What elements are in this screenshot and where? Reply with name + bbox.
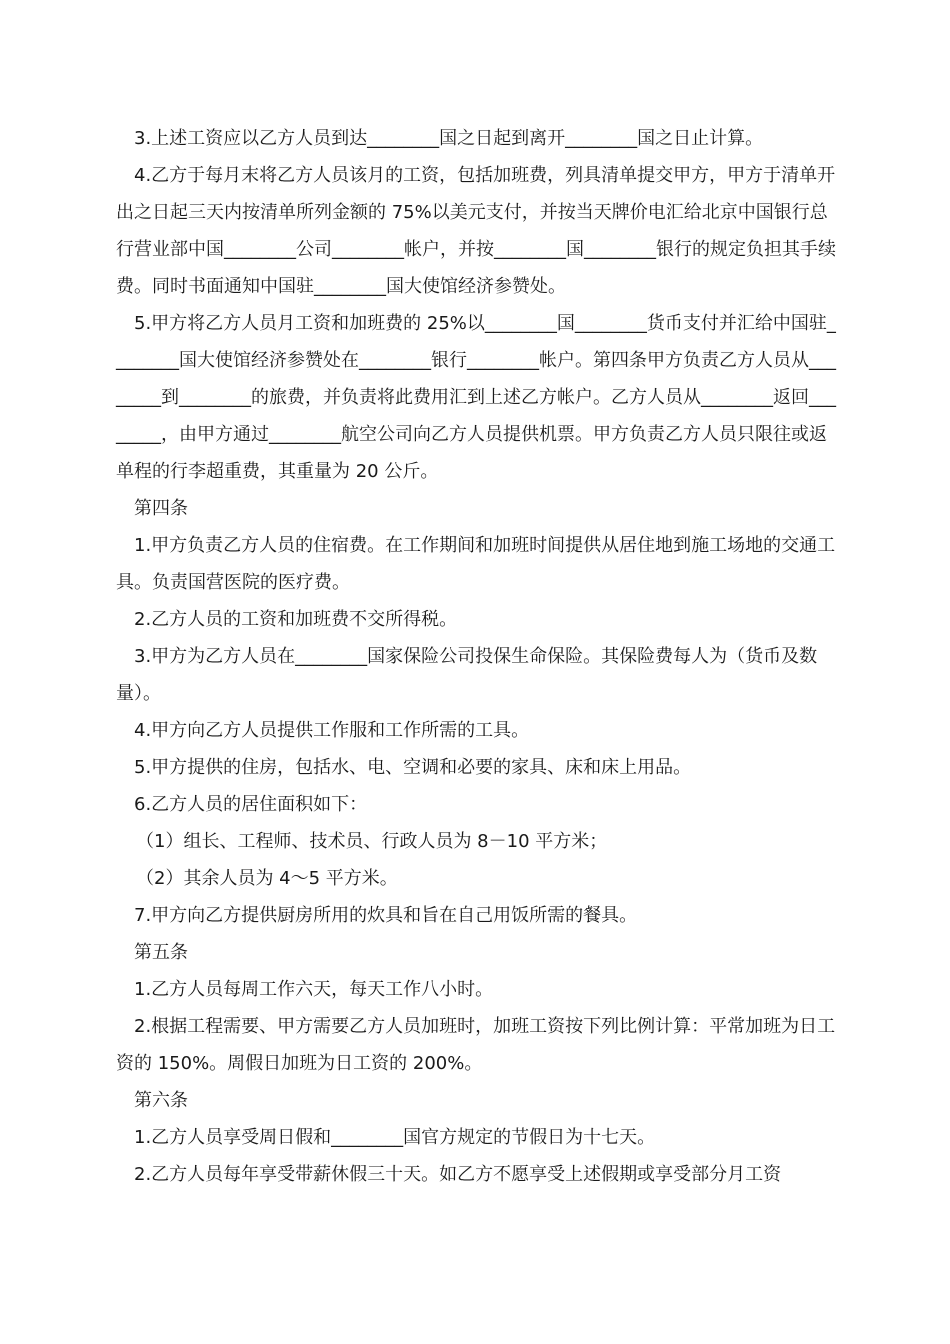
clause-3-wage-period: 3.上述工资应以乙方人员到达________国之日起到离开________国之日止计算。 — [134, 128, 764, 149]
article-4-item-3: 3.甲方为乙方人员在________国家保险公司投保生命保险。其保险费每人为（货币及数量）。 — [116, 646, 818, 704]
article-5-item-1: 1.乙方人员每周工作六天，每天工作八小时。 — [134, 979, 494, 1000]
article-6-item-2: 2.乙方人员每年享受带薪休假三十天。如乙方不愿享受上述假期或享受部分月工资 — [134, 1164, 782, 1185]
clause-5-remittance: 5.甲方将乙方人员月工资和加班费的 25%以________国________货币支付并汇给中国驻________国大使馆经济参赞处在________银行________帐户。第四条甲方负责乙方人员从________到________的旅费，并负责将此费用汇到上述乙方帐户。乙方人员从________返回________，由甲方通过________航空公司向乙方人员提供机票。甲方负责乙方人员只限往或返单程的行李超重费，其重量为 20 公斤。 — [116, 313, 836, 482]
article-4-heading: 第四条 — [134, 498, 188, 519]
article-5-heading: 第五条 — [134, 942, 188, 963]
article-6-heading: 第六条 — [134, 1090, 188, 1111]
article-4-item-6-sub-1: （1）组长、工程师、技术员、行政人员为 8－10 平方米； — [136, 831, 608, 852]
clause-4-monthly-payment: 4.乙方于每月末将乙方人员该月的工资，包括加班费，列具清单提交甲方，甲方于清单开出之日起三天内按清单所列金额的 75%以美元支付，并按当天牌价电汇给北京中国银行总行营业部中国________公司________帐户，并按________国________银行的规定负担其手续费。同时书面通知中国驻________国大使馆经济参赞处。 — [116, 165, 836, 297]
article-4-item-2: 2.乙方人员的工资和加班费不交所得税。 — [134, 609, 458, 630]
article-4-item-7: 7.甲方向乙方提供厨房所用的炊具和旨在自己用饭所需的餐具。 — [134, 905, 638, 926]
article-4-item-6: 6.乙方人员的居住面积如下： — [134, 794, 368, 815]
article-4-item-1: 1.甲方负责乙方人员的住宿费。在工作期间和加班时间提供从居住地到施工场地的交通工具。负责国营医院的医疗费。 — [116, 535, 836, 593]
article-4-item-4: 4.甲方向乙方人员提供工作服和工作所需的工具。 — [134, 720, 530, 741]
article-6-item-1: 1.乙方人员享受周日假和________国官方规定的节假日为十七天。 — [134, 1127, 656, 1148]
contract-text — [116, 120, 838, 1193]
article-5-item-2: 2.根据工程需要、甲方需要乙方人员加班时，加班工资按下列比例计算：平常加班为日工资的 150%。周假日加班为日工资的 200%。 — [116, 1016, 836, 1074]
article-4-item-5: 5.甲方提供的住房，包括水、电、空调和必要的家具、床和床上用品。 — [134, 757, 692, 778]
article-4-item-6-sub-2: （2）其余人员为 4～5 平方米。 — [136, 868, 398, 889]
